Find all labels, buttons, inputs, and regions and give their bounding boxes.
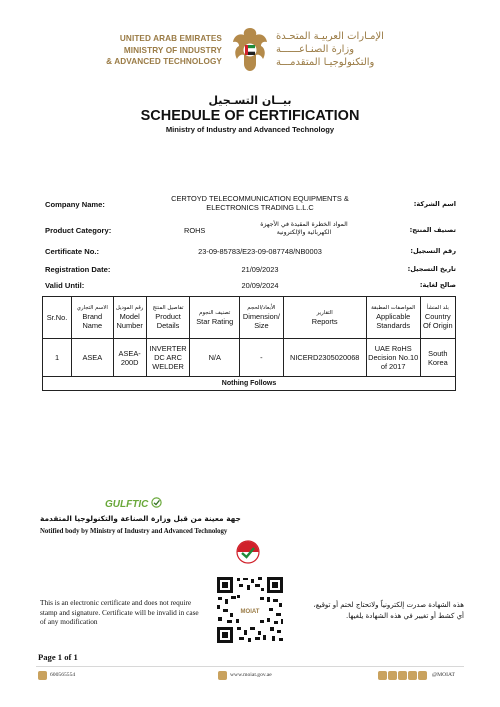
- table-row: [43, 339, 456, 377]
- cell-standards: UAE RoHS Decision No.10 of 2017: [366, 339, 420, 377]
- col-header-standards: المواصفات المطبقة Applicable Standards: [366, 297, 420, 339]
- valid-until-label: Valid Until:: [45, 281, 85, 290]
- certificate-no-label-ar: رقم التسجيل:: [410, 247, 456, 255]
- page-title: SCHEDULE OF CERTIFICATION: [140, 108, 360, 124]
- ministry-line: & ADVANCED TECHNOLOGY: [106, 57, 222, 66]
- youtube-icon[interactable]: [398, 671, 407, 680]
- ministry-line-ar: الإمـارات العربيـة المتحـدة: [276, 31, 384, 42]
- checkmark-icon: [151, 497, 162, 508]
- footer-website[interactable]: www.moiat.gov.ae: [230, 672, 272, 678]
- instagram-icon[interactable]: [378, 671, 387, 680]
- col-header-brand: الاسم التجاري Brand Name: [72, 297, 114, 339]
- category-label: Product Category:: [45, 226, 112, 235]
- valid-until-value: 20/09/2024: [241, 281, 279, 290]
- table-footer-row: [43, 377, 456, 391]
- cell-brand: ASEA: [72, 339, 114, 377]
- cell-dimension: -: [240, 339, 284, 377]
- cell-origin: South Korea: [420, 339, 455, 377]
- cell-reports: NICERD2305020068: [283, 339, 366, 377]
- social-icons: [378, 671, 428, 680]
- company-label: Company Name:: [45, 200, 105, 209]
- category-value: ROHS: [184, 226, 206, 235]
- uae-falcon-emblem-icon: [228, 24, 272, 74]
- ministry-line-ar: والتكنولوجيـا المتقدمـــة: [276, 57, 375, 68]
- certificate-no-label: Certificate No.:: [45, 247, 100, 256]
- col-header-reports: التقارير Reports: [283, 297, 366, 339]
- schedule-table: [42, 296, 456, 391]
- page-subtitle: Ministry of Industry and Advanced Technology: [165, 125, 335, 134]
- linkedin-icon[interactable]: [408, 671, 417, 680]
- title-ar: بيــان التسـجيل: [208, 94, 292, 107]
- company-label-ar: اسم الشركة:: [413, 200, 456, 208]
- conformity-mark-icon: [236, 540, 260, 564]
- ministry-line: UNITED ARAB EMIRATES: [119, 34, 222, 43]
- cell-model: ASEA-200D: [113, 339, 146, 377]
- category-ar-line: المواد الخطرة المقيدة في الأجهزة: [260, 221, 348, 228]
- cell-sr: 1: [43, 339, 72, 377]
- web-icon: [218, 671, 227, 680]
- category-ar-line: الكهربائية والإلكترونية: [276, 229, 332, 236]
- registration-date-label: Registration Date:: [45, 265, 111, 274]
- cell-details: INVERTER DC ARC WELDER: [146, 339, 190, 377]
- phone-icon: [38, 671, 47, 680]
- facebook-icon[interactable]: [418, 671, 427, 680]
- col-header-origin: بلد المنشأ Country Of Origin: [420, 297, 455, 339]
- registration-date-label-ar: تاريخ التسجيل:: [407, 265, 456, 273]
- ministry-line: MINISTRY OF INDUSTRY: [123, 45, 222, 55]
- certificate-no-value: 23-09-85783/E23-09-087748/NB0003: [198, 247, 322, 256]
- gulftic-logo-text: GULFTIC: [105, 499, 149, 510]
- ministry-line-ar: وزارة الصنـاعــــــة: [276, 44, 355, 55]
- footer-social-handle[interactable]: @MOIAT: [432, 672, 455, 678]
- notified-body-ar: جهة معينة من قبل وزارة الصناعة والتكنولوجيا المتقدمة: [40, 514, 241, 523]
- col-header-details: تفاصيل المنتج Product Details: [146, 297, 190, 339]
- electronic-notice-ar: هذه الشهادة صدرت إلكترونياً ولاتحتاج لختم أو توقيع، أي كشط أو تغيير في هذه الشهادة يلغيها.: [313, 601, 464, 620]
- company-value-line: CERTOYD TELECOMMUNICATION EQUIPMENTS &: [171, 194, 349, 203]
- col-header-dimension: الأبعاد/الحجم Dimension/ Size: [240, 297, 284, 339]
- footer-phone[interactable]: 600565554: [50, 672, 76, 678]
- col-header-model: رقم الموديل Model Number: [113, 297, 146, 339]
- company-value-line: ELECTRONICS TRADING L.L.C: [206, 203, 314, 212]
- company-value: [150, 194, 370, 212]
- category-value-ar: [244, 221, 364, 237]
- col-header-star: تصنيف النجوم Star Rating: [190, 297, 240, 339]
- twitter-icon[interactable]: [388, 671, 397, 680]
- footer-divider: [36, 666, 464, 667]
- nothing-follows: Nothing Follows: [43, 377, 456, 391]
- col-header-sr: Sr.No.: [43, 297, 72, 339]
- ministry-name-en: [98, 33, 222, 68]
- page-number: Page 1 of 1: [38, 652, 78, 662]
- registration-date-value: 21/09/2023: [241, 265, 279, 274]
- notified-body-en: Notified body by Ministry of Industry and Advanced Technology: [40, 528, 228, 535]
- category-label-ar: تصنيف المنتج:: [409, 226, 456, 234]
- electronic-notice-en: This is an electronic certificate and does not require stamp and signature. Certificate will be invalid in case of any modification: [40, 598, 199, 626]
- cell-star: N/A: [190, 339, 240, 377]
- qr-center-label: MOIAT: [240, 609, 260, 615]
- valid-until-label-ar: صالح لغاية:: [419, 281, 456, 289]
- gulftic-logo: [105, 497, 162, 510]
- table-header-row: [43, 297, 456, 339]
- ministry-name-ar: [276, 30, 396, 69]
- qr-code-icon[interactable]: [215, 575, 285, 645]
